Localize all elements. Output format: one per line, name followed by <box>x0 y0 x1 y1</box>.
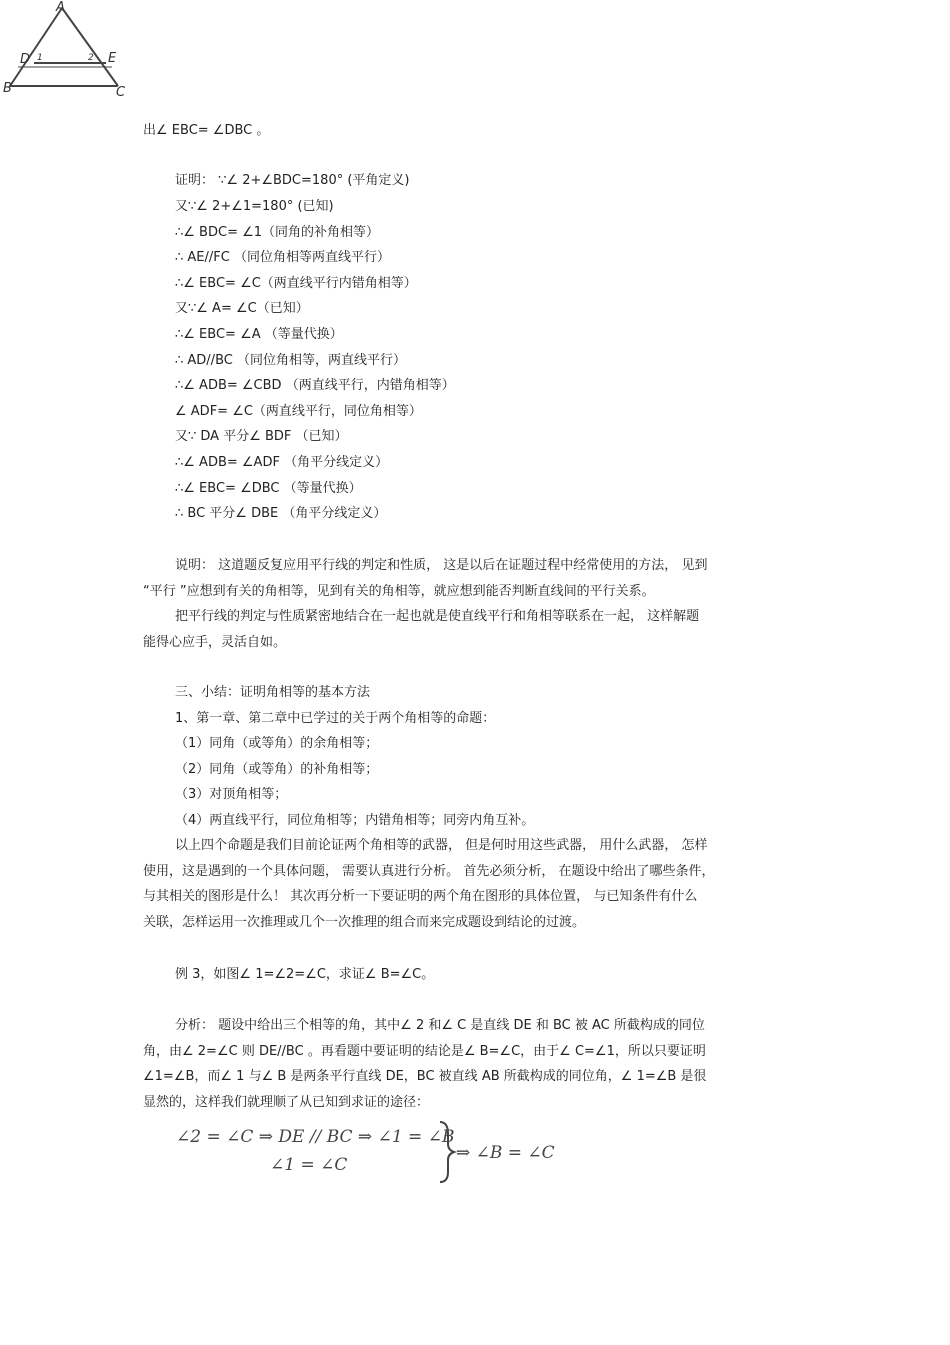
summary-text: 关联，怎样运用一次推理或几个一次推理的组合而来完成题设到结论的过渡。 <box>143 914 586 930</box>
proof-line: ∴∠ EBC= ∠A （等量代换） <box>175 327 343 342</box>
explanation-text: “平行 ”应想到有关的角相等，见到有关的角相等，就应想到能否判断直线间的平行关系。 <box>143 583 655 599</box>
analysis-text: B=∠C，由于∠ C=∠1，所以只要证明 <box>479 1043 706 1059</box>
label-angle-2: 2 <box>88 53 94 63</box>
label-c: C <box>116 85 126 100</box>
proof-line: 又∵∠ 2+∠1=180° (已知) <box>175 199 334 214</box>
label-b: B <box>3 81 12 96</box>
summary-item: （3）对顶角相等； <box>175 787 288 802</box>
summary-item: （1）同角（或等角）的余角相等； <box>175 736 379 751</box>
summary-text: 使用，这是遇到的一个具体问题， <box>143 863 339 879</box>
proof-line: ∴ AD//BC （同位角相等，两直线平行） <box>175 353 406 368</box>
summary-text: 需要认真进行分析。 <box>342 863 460 879</box>
formula-row-2: ∠1 = ∠C <box>270 1155 348 1175</box>
explanation-text: 这样解题 <box>647 609 700 624</box>
proof-line: 证明： ∵∠ 2+∠BDC=180° (平角定义) <box>175 173 410 188</box>
proof-line: ∴∠ EBC= ∠DBC （等量代换） <box>175 481 362 496</box>
explanation-text: 把平行线的判定与性质紧密地结合在一起也就是使直线平行和角相等联系在一起， <box>175 609 644 624</box>
summary-text: 与其相关的图形是什么！ <box>143 889 287 904</box>
formula-row-1: ∠2 = ∠C ⇒ DE // BC ⇒ ∠1 = ∠B <box>176 1127 455 1147</box>
summary-text: 在题设中给出了哪些条件， <box>558 863 715 879</box>
analysis-text: 1=∠B 是很 <box>636 1069 707 1084</box>
label-d: D <box>20 52 31 67</box>
analysis-text: ∠1=∠B，而∠ 1 与∠ B 是两条平行直线 <box>143 1069 382 1084</box>
analysis-paragraph <box>143 1013 805 1115</box>
explanation-text: 能得心应手，灵活自如。 <box>143 634 287 650</box>
proof-line: 又∵ DA 平分∠ BDF （已知） <box>175 429 348 444</box>
analysis-text: 角，由∠ 2=∠C 则 DE//BC 。再看题中要证明的结论是∠ <box>143 1043 476 1059</box>
explanation-text: 见到 <box>681 558 708 573</box>
example-3: 例 3，如图∠ 1=∠2=∠C，求证∠ B=∠C。 <box>175 967 435 982</box>
explanation-text: 说明： 这道题反复应用平行线的判定和性质， <box>175 558 440 573</box>
proof-line: ∴∠ ADB= ∠CBD （两直线平行，内错角相等） <box>175 378 455 393</box>
intro-line: 出∠ EBC= ∠DBC 。 <box>143 123 270 138</box>
summary-text: 用什么武器， <box>599 838 678 853</box>
explanation-text: 这是以后在证题过程中经常使用的方法， <box>443 558 678 573</box>
analysis-text: 分析： 题设中给出三个相等的角，其中∠ <box>175 1018 412 1033</box>
formula-result: ⇒ ∠B = ∠C <box>456 1143 555 1163</box>
summary-text: 其次再分析一下要证明的两个角在图形的具体位置， <box>290 889 590 904</box>
proof-line: ∴∠ ADB= ∠ADF （角平分线定义） <box>175 455 389 470</box>
summary-text: 与已知条件有什么 <box>593 889 698 904</box>
triangle-figure <box>0 0 135 100</box>
explanation-paragraph <box>143 553 805 655</box>
proof-line: ∴∠ BDC= ∠1（同角的补角相等） <box>175 225 380 240</box>
analysis-text: 2 和∠ C 是直线 DE 和 BC 被 AC 所截构成的同位 <box>415 1018 705 1033</box>
proof-line: ∴ AE//FC （同位角相等两直线平行） <box>175 250 390 265</box>
summary-text: 但是何时用这些武器， <box>465 838 596 853</box>
label-angle-1: 1 <box>37 53 43 63</box>
analysis-text: DE，BC 被直线 AB 所截构成的同位角，∠ <box>385 1069 633 1084</box>
proof-line: ∠ ADF= ∠C（两直线平行，同位角相等） <box>175 404 422 419</box>
summary-item: （2）同角（或等角）的补角相等； <box>175 762 379 777</box>
proof-line: 又∵∠ A= ∠C（已知） <box>175 301 309 316</box>
label-e: E <box>108 51 117 66</box>
summary-text: 怎样 <box>681 838 708 853</box>
summary-heading: 三、小结：证明角相等的基本方法 <box>175 685 371 700</box>
analysis-text: 显然的，这样我们就理顺了从已知到求证的途径： <box>143 1094 430 1110</box>
summary-text: 首先必须分析， <box>463 863 555 879</box>
summary-intro: 1、第一章、第二章中已学过的关于两个角相等的命题： <box>175 711 496 726</box>
summary-item: （4）两直线平行，同位角相等；内错角相等；同旁内角互补。 <box>175 813 535 828</box>
reasoning-formula <box>170 1116 570 1186</box>
summary-paragraph <box>143 833 805 935</box>
label-a: A <box>56 0 65 15</box>
proof-line: ∴∠ EBC= ∠C（两直线平行内错角相等） <box>175 276 417 291</box>
proof-line: ∴ BC 平分∠ DBE （角平分线定义） <box>175 506 387 521</box>
summary-text: 以上四个命题是我们目前论证两个角相等的武器， <box>175 838 462 853</box>
